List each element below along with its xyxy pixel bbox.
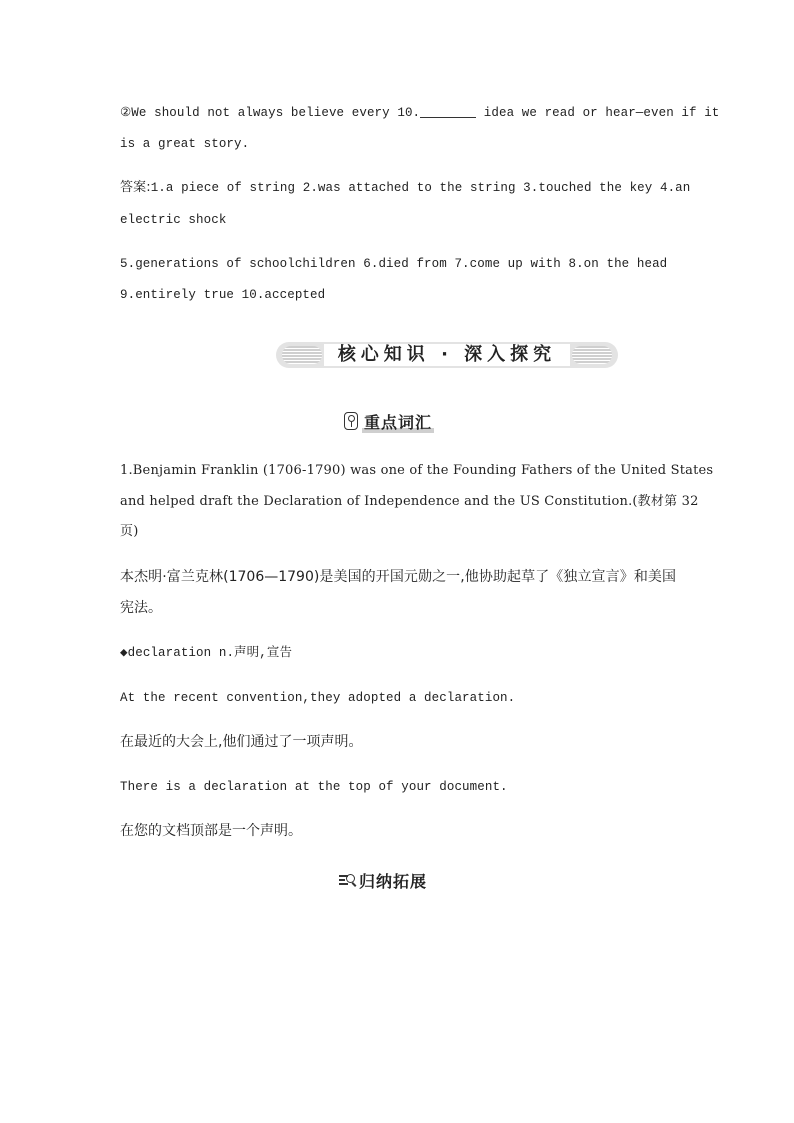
banner-decoration-left	[282, 346, 322, 364]
word-entry: ◆declaration n.声明,宣告	[120, 646, 293, 660]
example-2-english: There is a declaration at the top of your document.	[120, 780, 508, 794]
item1-chinese-line-1: 本杰明·富兰克林(1706—1790)是美国的开国元勋之一,他协助起草了《独立宣言》和美国	[120, 569, 676, 585]
answer-label: 答案:	[120, 180, 151, 195]
summary-extension-title: 归纳拓展	[359, 871, 428, 891]
answer-line-4: 9.entirely true 10.accepted	[120, 288, 326, 302]
key-vocabulary-heading	[344, 410, 434, 432]
item1-english-line-1: 1.Benjamin Franklin (1706-1790) was one of the Founding Fathers of the United States	[120, 463, 714, 478]
answer-line-3: 5.generations of schoolchildren 6.died from 7.come up with 8.on the head	[120, 257, 668, 271]
answer-line-2: electric shock	[120, 213, 227, 227]
question-line-2: is a great story.	[120, 137, 250, 151]
summary-extension-heading	[339, 869, 427, 891]
question-text-a: ②We should not always believe every 10.	[120, 106, 421, 120]
item1-chinese-line-2: 宪法。	[120, 600, 162, 616]
item1-english-line-3: 页)	[120, 524, 139, 539]
item1-english-line-2: and helped draft the Declaration of Independence and the US Constitution.(教材第 32	[120, 494, 699, 509]
question-line-1	[120, 105, 720, 121]
example-1-english: At the recent convention,they adopted a declaration.	[120, 691, 516, 705]
answer-line-1	[120, 180, 691, 196]
key-icon	[344, 412, 358, 430]
example-2-chinese: 在您的文档顶部是一个声明。	[120, 823, 302, 839]
banner-decoration-right	[572, 346, 612, 364]
answer-blank	[420, 105, 476, 118]
list-search-icon	[339, 872, 357, 888]
example-1-chinese: 在最近的大会上,他们通过了一项声明。	[120, 734, 363, 750]
banner-title: 核心知识 · 深入探究	[324, 344, 570, 366]
answer-text-1: 1.a piece of string 2.was attached to the string 3.touched the key 4.an	[150, 181, 691, 195]
section-banner	[276, 342, 618, 368]
key-vocabulary-title: 重点词汇	[362, 410, 434, 433]
question-text-b: idea we read or hear—even if it	[483, 106, 720, 120]
